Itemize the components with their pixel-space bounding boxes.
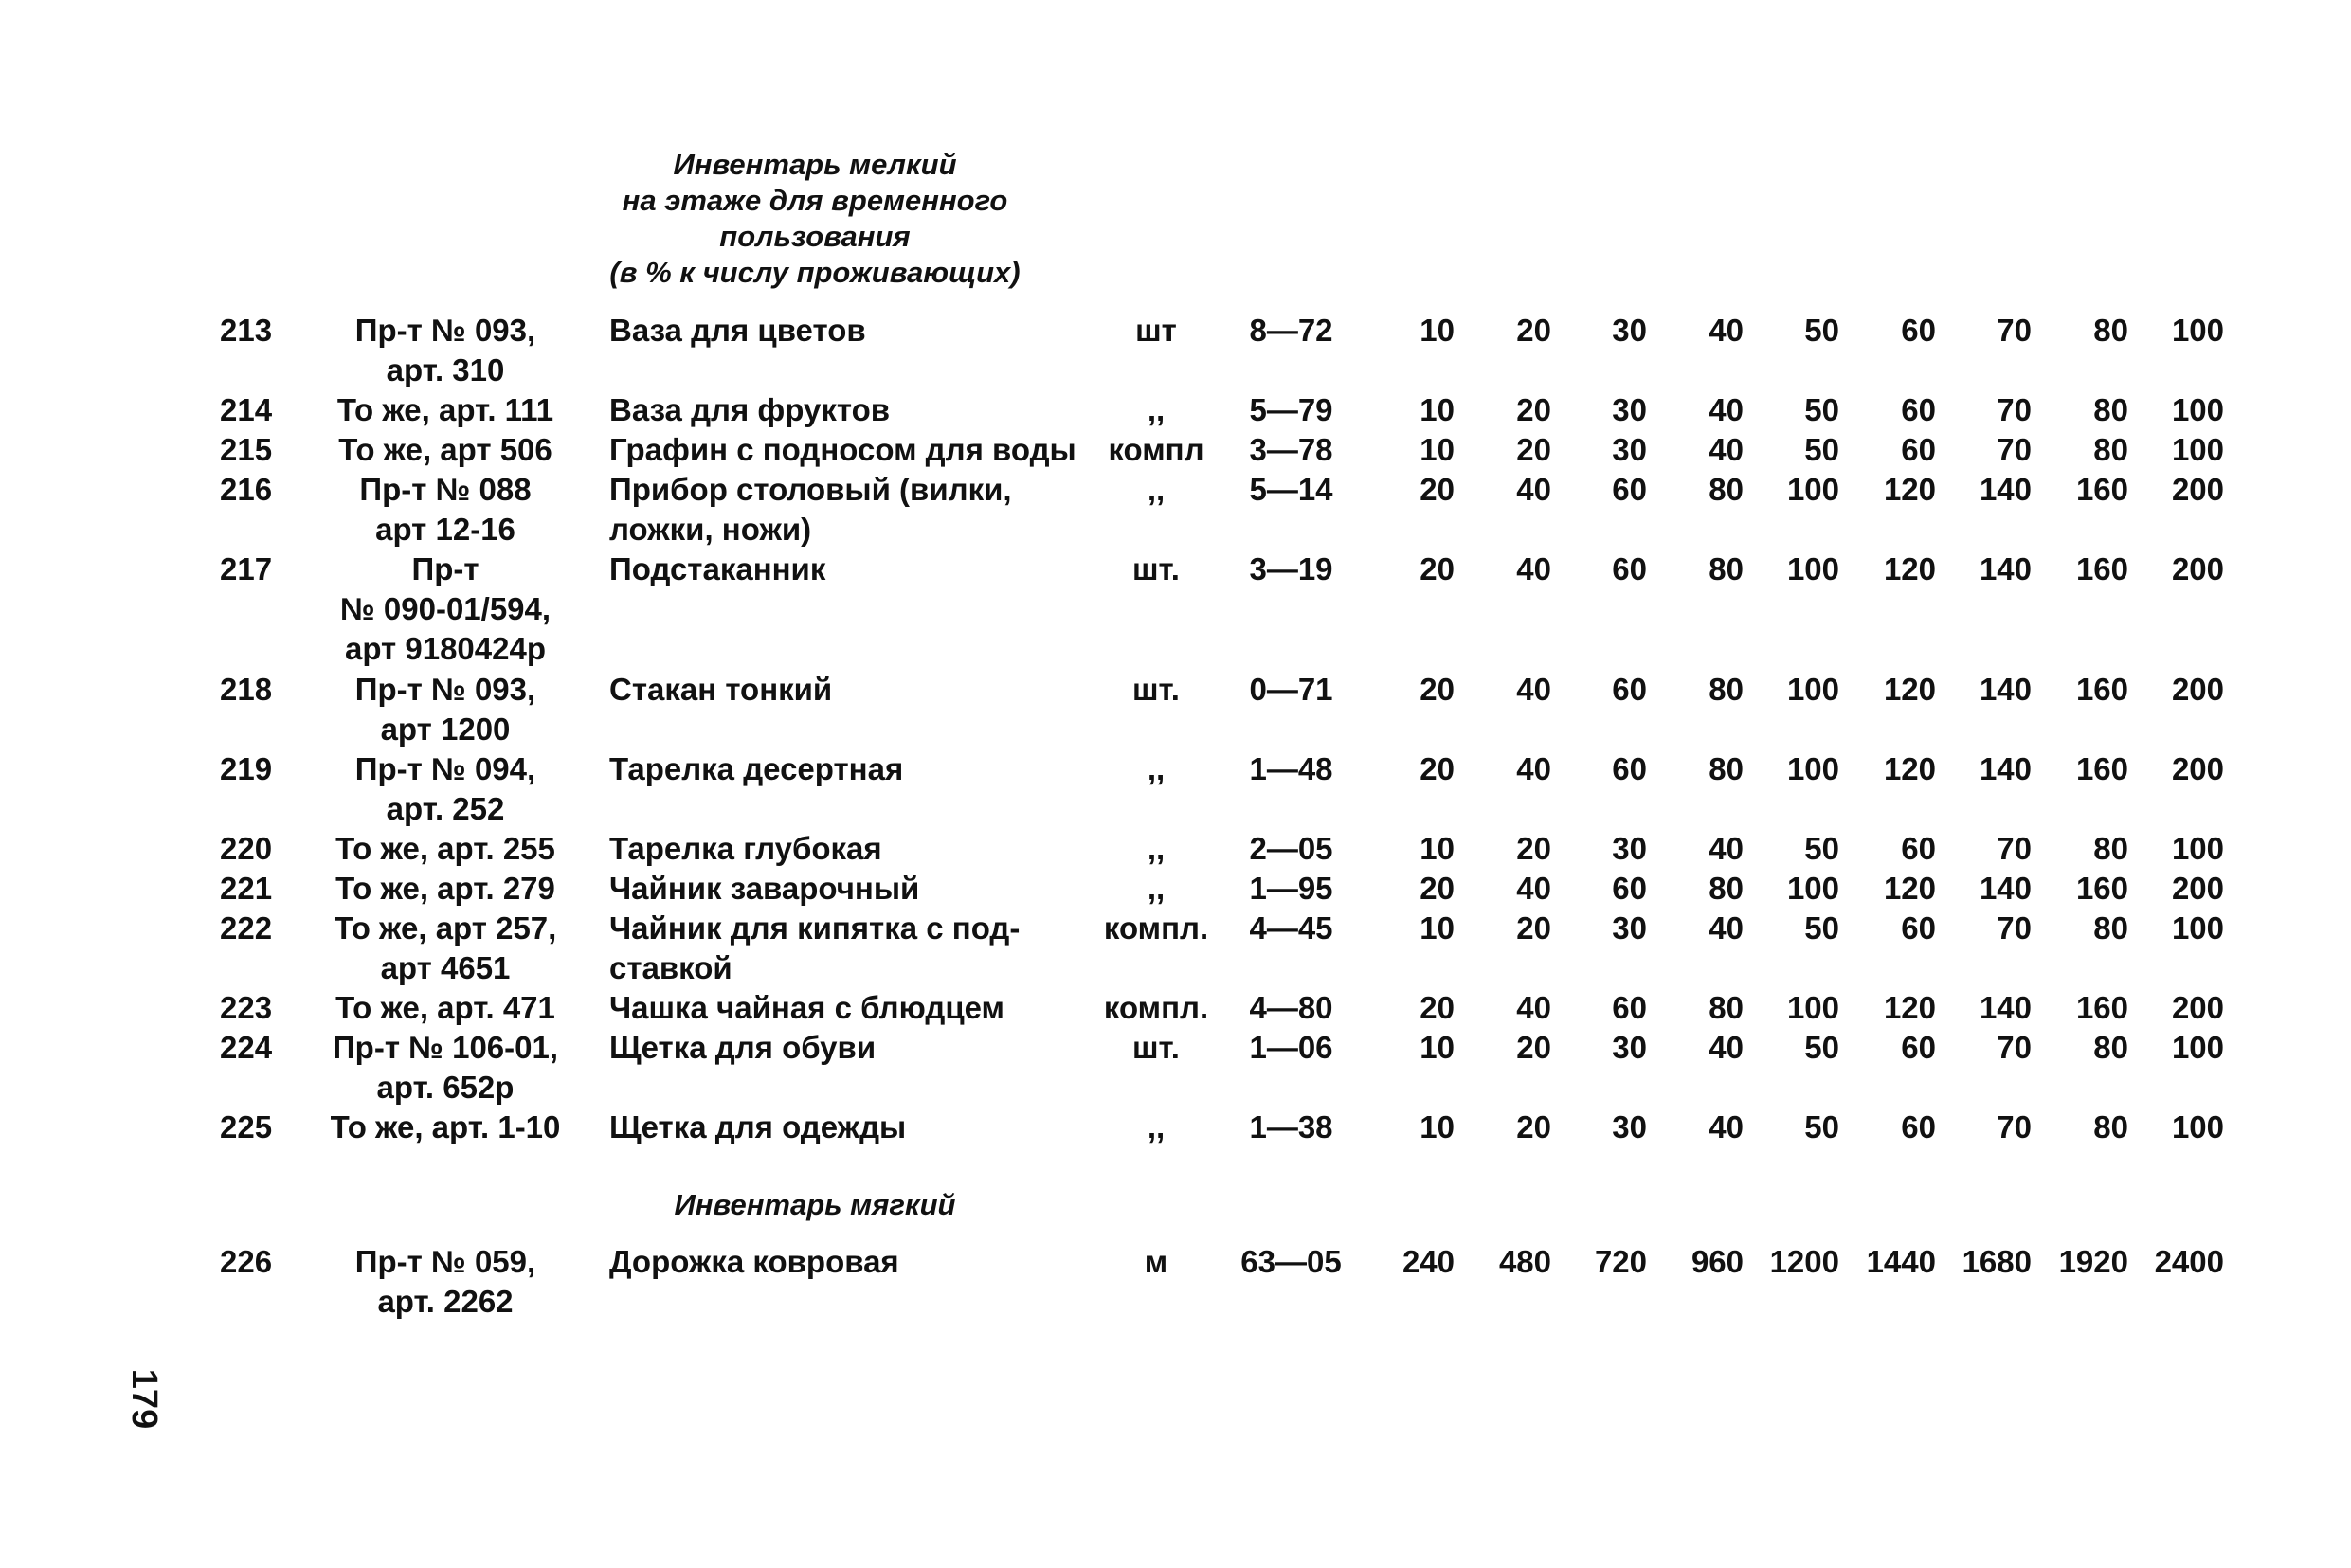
quantity-value: 200	[2171, 751, 2224, 786]
unit-of-measure: шт.	[1132, 1030, 1180, 1065]
row-number: 213	[220, 313, 273, 348]
item-name	[609, 550, 1083, 589]
quantity-value: 40	[1709, 432, 1744, 467]
quantity-value: 60	[1612, 871, 1647, 906]
article-reference	[313, 749, 578, 829]
quantity-value: 120	[1883, 751, 1936, 786]
quantity-value: 30	[1612, 831, 1647, 866]
item-name	[609, 909, 1083, 988]
quantity-value: 160	[2075, 472, 2128, 507]
quantity-value: 50	[1804, 432, 1839, 467]
item-name-line: Щетка для обуви	[609, 1030, 877, 1065]
quantity-value: 140	[1979, 990, 2032, 1025]
quantity-value: 100	[1786, 990, 1839, 1025]
quantity-value: 80	[1709, 472, 1744, 507]
quantity-value: 480	[1498, 1244, 1551, 1279]
quantity-value: 10	[1420, 831, 1455, 866]
article-reference-line: арт. 252	[386, 791, 505, 826]
quantity-value: 40	[1709, 831, 1744, 866]
unit-of-measure: м	[1144, 1244, 1168, 1279]
quantity-value: 80	[2093, 313, 2128, 348]
quantity-value: 140	[1979, 672, 2032, 707]
quantity-value: 100	[2171, 392, 2224, 427]
quantity-value: 1440	[1866, 1244, 1936, 1279]
quantity-value: 70	[1997, 313, 2032, 348]
unit-of-measure: компл.	[1103, 990, 1209, 1025]
article-reference-line: Пр-т № 059,	[354, 1244, 536, 1279]
quantity-value: 60	[1612, 672, 1647, 707]
quantity-value: 50	[1804, 313, 1839, 348]
row-number: 218	[220, 672, 273, 707]
quantity-value: 60	[1612, 751, 1647, 786]
section-title-small-inventory	[531, 147, 1099, 291]
article-reference	[313, 470, 578, 550]
quantity-value: 50	[1804, 910, 1839, 946]
quantity-value: 50	[1804, 831, 1839, 866]
quantity-value: 140	[1979, 472, 2032, 507]
article-reference	[313, 1242, 578, 1322]
quantity-value: 30	[1612, 1030, 1647, 1065]
quantity-value: 160	[2075, 751, 2128, 786]
item-name	[609, 869, 1083, 909]
section-title-line: на этаже для временного	[622, 184, 1008, 217]
quantity-value: 20	[1516, 313, 1551, 348]
unit-of-measure: шт.	[1132, 672, 1180, 707]
quantity-value: 1200	[1769, 1244, 1839, 1279]
item-name-line: Дорожка ковровая	[609, 1244, 899, 1279]
item-name	[609, 670, 1083, 710]
quantity-value: 20	[1516, 1030, 1551, 1065]
quantity-value: 70	[1997, 1030, 2032, 1065]
unit-price: 0—71	[1249, 672, 1333, 707]
quantity-value: 30	[1612, 1109, 1647, 1144]
quantity-value: 80	[2093, 432, 2128, 467]
unit-price: 5—79	[1249, 392, 1333, 427]
quantity-value: 10	[1420, 910, 1455, 946]
unit-price: 2—05	[1249, 831, 1333, 866]
quantity-value: 160	[2075, 990, 2128, 1025]
quantity-value: 30	[1612, 313, 1647, 348]
article-reference	[313, 390, 578, 430]
article-reference-line: То же, арт. 471	[335, 990, 555, 1025]
quantity-value: 60	[1901, 831, 1936, 866]
quantity-value: 40	[1516, 472, 1551, 507]
quantity-value: 20	[1420, 990, 1455, 1025]
quantity-value: 80	[2093, 910, 2128, 946]
quantity-value: 50	[1804, 1109, 1839, 1144]
article-reference-line: Пр-т № 106-01,	[332, 1030, 559, 1065]
row-number: 217	[220, 551, 273, 586]
unit-of-measure: ,,	[1147, 751, 1166, 786]
item-name-line: Чашка чайная с блюдцем	[609, 990, 1004, 1025]
article-reference-line: Пр-т № 088	[359, 472, 532, 507]
quantity-value: 200	[2171, 551, 2224, 586]
quantity-value: 40	[1516, 672, 1551, 707]
quantity-value: 140	[1979, 871, 2032, 906]
quantity-value: 60	[1901, 432, 1936, 467]
quantity-value: 100	[2171, 1109, 2224, 1144]
row-number: 221	[220, 871, 273, 906]
article-reference-line: арт 4651	[380, 950, 511, 985]
quantity-value: 80	[1709, 990, 1744, 1025]
unit-price: 3—78	[1249, 432, 1333, 467]
quantity-value: 100	[2171, 831, 2224, 866]
article-reference-line: То же, арт 257,	[334, 910, 557, 946]
row-number: 224	[220, 1030, 273, 1065]
unit-of-measure: ,,	[1147, 831, 1166, 866]
unit-price: 1—06	[1249, 1030, 1333, 1065]
quantity-value: 60	[1612, 551, 1647, 586]
quantity-value: 50	[1804, 1030, 1839, 1065]
item-name-line: Графин с подносом для воды	[609, 432, 1076, 467]
quantity-value: 100	[2171, 910, 2224, 946]
quantity-value: 200	[2171, 472, 2224, 507]
quantity-value: 70	[1997, 1109, 2032, 1144]
quantity-value: 100	[2171, 1030, 2224, 1065]
section-title-line: (в % к числу проживающих)	[609, 256, 1021, 289]
quantity-value: 120	[1883, 871, 1936, 906]
quantity-value: 40	[1709, 1109, 1744, 1144]
quantity-value: 120	[1883, 472, 1936, 507]
section-title-line: Инвентарь мелкий	[673, 148, 957, 181]
quantity-value: 140	[1979, 551, 2032, 586]
quantity-value: 140	[1979, 751, 2032, 786]
unit-of-measure: шт	[1135, 313, 1177, 348]
unit-of-measure: компл	[1108, 432, 1204, 467]
item-name	[609, 988, 1083, 1028]
row-number: 214	[220, 392, 273, 427]
item-name-line: Прибор столовый (вилки,	[609, 472, 1012, 507]
quantity-value: 10	[1420, 392, 1455, 427]
row-number: 220	[220, 831, 273, 866]
item-name-line: Щетка для одежды	[609, 1109, 907, 1144]
quantity-value: 70	[1997, 432, 2032, 467]
article-reference-line: То же, арт 506	[338, 432, 552, 467]
item-name	[609, 1028, 1083, 1068]
quantity-value: 20	[1420, 472, 1455, 507]
quantity-value: 30	[1612, 910, 1647, 946]
unit-of-measure: ,,	[1147, 392, 1166, 427]
quantity-value: 80	[1709, 672, 1744, 707]
quantity-value: 60	[1901, 313, 1936, 348]
article-reference	[313, 1108, 578, 1147]
article-reference-line: № 090-01/594,	[339, 591, 552, 626]
quantity-value: 50	[1804, 392, 1839, 427]
item-name	[609, 430, 1083, 470]
quantity-value: 80	[2093, 831, 2128, 866]
quantity-value: 100	[1786, 472, 1839, 507]
unit-price: 1—38	[1249, 1109, 1333, 1144]
item-name-line: ложки, ножи)	[609, 512, 812, 547]
quantity-value: 200	[2171, 871, 2224, 906]
quantity-value: 60	[1612, 990, 1647, 1025]
article-reference	[313, 670, 578, 749]
article-reference-line: арт 1200	[380, 712, 511, 747]
unit-of-measure: шт.	[1132, 551, 1180, 586]
quantity-value: 240	[1402, 1244, 1455, 1279]
item-name-line: ставкой	[609, 950, 732, 985]
quantity-value: 40	[1516, 990, 1551, 1025]
unit-price: 8—72	[1249, 313, 1333, 348]
quantity-value: 30	[1612, 432, 1647, 467]
item-name-line: Тарелка десертная	[609, 751, 904, 786]
unit-price: 4—45	[1249, 910, 1333, 946]
quantity-value: 10	[1420, 432, 1455, 467]
item-name-line: Ваза для фруктов	[609, 392, 891, 427]
row-number: 225	[220, 1109, 273, 1144]
unit-of-measure: ,,	[1147, 871, 1166, 906]
item-name	[609, 829, 1083, 869]
unit-price: 1—48	[1249, 751, 1333, 786]
article-reference	[313, 909, 578, 988]
quantity-value: 120	[1883, 551, 1936, 586]
item-name	[609, 311, 1083, 351]
quantity-value: 100	[2171, 432, 2224, 467]
quantity-value: 70	[1997, 831, 2032, 866]
item-name-line: Стакан тонкий	[609, 672, 833, 707]
quantity-value: 20	[1516, 432, 1551, 467]
quantity-value: 80	[2093, 1109, 2128, 1144]
article-reference	[313, 311, 578, 390]
quantity-value: 20	[1420, 871, 1455, 906]
quantity-value: 20	[1516, 910, 1551, 946]
item-name-line: Подстаканник	[609, 551, 826, 586]
unit-price: 3—19	[1249, 551, 1333, 586]
item-name-line: Ваза для цветов	[609, 313, 866, 348]
quantity-value: 80	[2093, 1030, 2128, 1065]
unit-price: 1—95	[1249, 871, 1333, 906]
quantity-value: 40	[1516, 871, 1551, 906]
article-reference	[313, 829, 578, 869]
quantity-value: 60	[1901, 1109, 1936, 1144]
unit-price: 5—14	[1249, 472, 1333, 507]
quantity-value: 60	[1901, 910, 1936, 946]
quantity-value: 80	[1709, 871, 1744, 906]
item-name-line: Чайник заварочный	[609, 871, 920, 906]
row-number: 226	[220, 1244, 273, 1279]
quantity-value: 20	[1516, 392, 1551, 427]
quantity-value: 10	[1420, 313, 1455, 348]
quantity-value: 70	[1997, 910, 2032, 946]
row-number: 215	[220, 432, 273, 467]
quantity-value: 100	[1786, 672, 1839, 707]
quantity-value: 60	[1901, 1030, 1936, 1065]
quantity-value: 100	[1786, 871, 1839, 906]
quantity-value: 20	[1420, 551, 1455, 586]
quantity-value: 1920	[2058, 1244, 2128, 1279]
article-reference-line: То же, арт. 279	[335, 871, 555, 906]
unit-of-measure: ,,	[1147, 1109, 1166, 1144]
article-reference-line: То же, арт. 255	[335, 831, 555, 866]
article-reference-line: арт 12-16	[375, 512, 515, 547]
article-reference-line: Пр-т № 094,	[354, 751, 536, 786]
quantity-value: 1680	[1962, 1244, 2032, 1279]
section-title-soft-inventory: Инвентарь мягкий	[674, 1188, 956, 1221]
item-name	[609, 1242, 1083, 1282]
quantity-value: 40	[1516, 751, 1551, 786]
row-number: 219	[220, 751, 273, 786]
article-reference	[313, 550, 578, 669]
quantity-value: 80	[2093, 392, 2128, 427]
item-name	[609, 1108, 1083, 1147]
quantity-value: 200	[2171, 990, 2224, 1025]
item-name	[609, 470, 1083, 550]
page-number: 179	[124, 1368, 165, 1430]
quantity-value: 160	[2075, 551, 2128, 586]
article-reference-line: Пр-т № 093,	[354, 672, 536, 707]
quantity-value: 70	[1997, 392, 2032, 427]
quantity-value: 20	[1516, 1109, 1551, 1144]
article-reference	[313, 988, 578, 1028]
unit-price: 63—05	[1240, 1244, 1342, 1279]
quantity-value: 40	[1709, 313, 1744, 348]
quantity-value: 30	[1612, 392, 1647, 427]
article-reference-line: То же, арт. 111	[336, 392, 554, 427]
unit-price: 4—80	[1249, 990, 1333, 1025]
quantity-value: 160	[2075, 871, 2128, 906]
row-number: 222	[220, 910, 273, 946]
quantity-value: 80	[1709, 551, 1744, 586]
quantity-value: 40	[1709, 392, 1744, 427]
quantity-value: 40	[1709, 1030, 1744, 1065]
row-number: 216	[220, 472, 273, 507]
quantity-value: 720	[1594, 1244, 1647, 1279]
item-name	[609, 390, 1083, 430]
quantity-value: 20	[1420, 751, 1455, 786]
item-name	[609, 749, 1083, 789]
article-reference	[313, 430, 578, 470]
unit-of-measure: ,,	[1147, 472, 1166, 507]
quantity-value: 120	[1883, 990, 1936, 1025]
quantity-value: 100	[2171, 313, 2224, 348]
item-name-line: Чайник для кипятка с под-	[609, 910, 1021, 946]
quantity-value: 200	[2171, 672, 2224, 707]
quantity-value: 20	[1420, 672, 1455, 707]
article-reference-line: Пр-т № 093,	[354, 313, 536, 348]
quantity-value: 40	[1516, 551, 1551, 586]
quantity-value: 100	[1786, 751, 1839, 786]
quantity-value: 40	[1709, 910, 1744, 946]
quantity-value: 10	[1420, 1030, 1455, 1065]
unit-of-measure: компл.	[1103, 910, 1209, 946]
quantity-value: 160	[2075, 672, 2128, 707]
quantity-value: 960	[1691, 1244, 1744, 1279]
row-number: 223	[220, 990, 273, 1025]
quantity-value: 120	[1883, 672, 1936, 707]
article-reference-line: Пр-т	[411, 551, 479, 586]
article-reference-line: То же, арт. 1-10	[330, 1109, 561, 1144]
article-reference	[313, 869, 578, 909]
quantity-value: 60	[1901, 392, 1936, 427]
quantity-value: 100	[1786, 551, 1839, 586]
section-title-line: пользования	[719, 220, 911, 253]
article-reference-line: арт. 652р	[376, 1070, 515, 1105]
article-reference-line: арт 9180424р	[344, 631, 547, 666]
article-reference-line: арт. 310	[386, 352, 505, 387]
article-reference-line: арт. 2262	[377, 1284, 514, 1319]
quantity-value: 2400	[2154, 1244, 2224, 1279]
quantity-value: 80	[1709, 751, 1744, 786]
item-name-line: Тарелка глубокая	[609, 831, 882, 866]
article-reference	[313, 1028, 578, 1108]
quantity-value: 20	[1516, 831, 1551, 866]
quantity-value: 60	[1612, 472, 1647, 507]
quantity-value: 10	[1420, 1109, 1455, 1144]
